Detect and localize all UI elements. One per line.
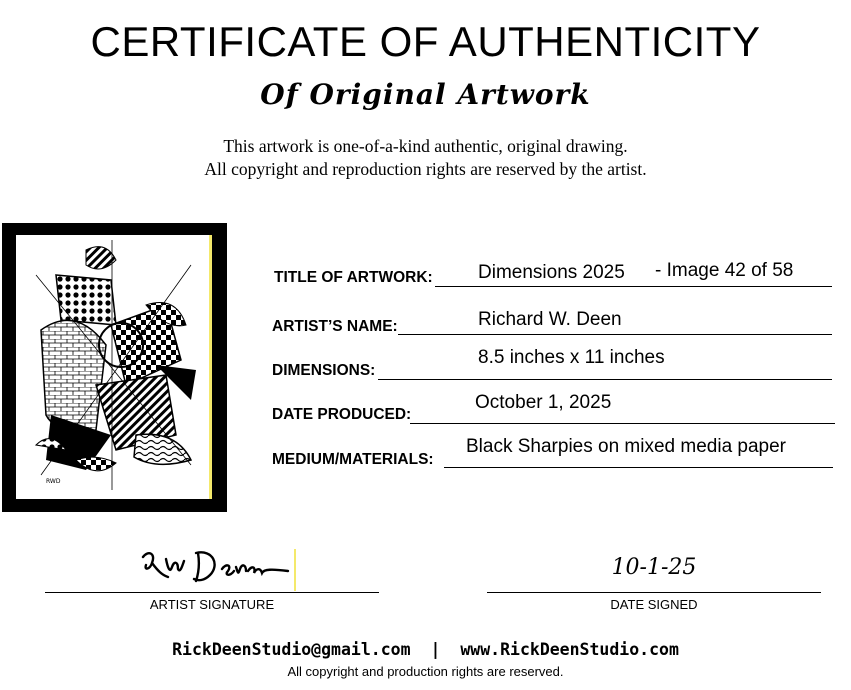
artist-signature-image [138, 545, 298, 595]
artist-signature-line [45, 592, 379, 593]
field-date-label: DATE PRODUCED: [272, 406, 412, 423]
field-artist-value: Richard W. Deen [478, 309, 622, 330]
date-signed-line [487, 592, 821, 593]
footer-note: All copyright and production rights are reserved. [287, 664, 564, 679]
field-title-line [435, 286, 832, 287]
field-date-line [410, 423, 835, 424]
field-artist-line [398, 334, 832, 335]
field-dimensions-line [378, 379, 832, 380]
field-dimensions-label: DIMENSIONS: [272, 362, 376, 379]
certificate-subtitle: Of Original Artwork [260, 78, 591, 111]
footer-website-link[interactable]: www.RickDeenStudio.com [460, 640, 679, 659]
footer-email-link[interactable]: RickDeenStudio@gmail.com [172, 640, 411, 659]
signature-marker [294, 549, 296, 591]
artist-signature-caption: ARTIST SIGNATURE [149, 597, 275, 612]
field-artist-label: ARTIST’S NAME: [272, 318, 398, 335]
footer-contact [0, 640, 851, 659]
field-dimensions-value: 8.5 inches x 11 inches [478, 347, 665, 368]
date-signed-caption: DATE SIGNED [610, 597, 698, 612]
field-medium-label: MEDIUM/MATERIALS: [272, 451, 434, 468]
svg-text:RWD: RWD [46, 478, 61, 485]
intro-line-1: This artwork is one-of-a-kind authentic, original drawing. [223, 136, 628, 156]
artwork-frame [2, 223, 227, 512]
field-title-extra: - Image 42 of 58 [655, 260, 794, 281]
field-medium-line [444, 467, 833, 468]
certificate-title: CERTIFICATE OF AUTHENTICITY [90, 18, 761, 65]
artwork-drawing [16, 235, 209, 499]
field-title-value: Dimensions 2025 [478, 262, 625, 283]
field-medium-value: Black Sharpies on mixed media paper [466, 436, 787, 457]
artwork-image [16, 235, 212, 499]
date-signed-handwritten: 10-1-25 [611, 555, 697, 580]
field-date-value: October 1, 2025 [475, 392, 612, 413]
intro-line-2: All copyright and reproduction rights are reserved by the artist. [204, 159, 647, 179]
footer-separator: | [430, 640, 441, 659]
field-title-label: TITLE OF ARTWORK: [274, 269, 433, 286]
